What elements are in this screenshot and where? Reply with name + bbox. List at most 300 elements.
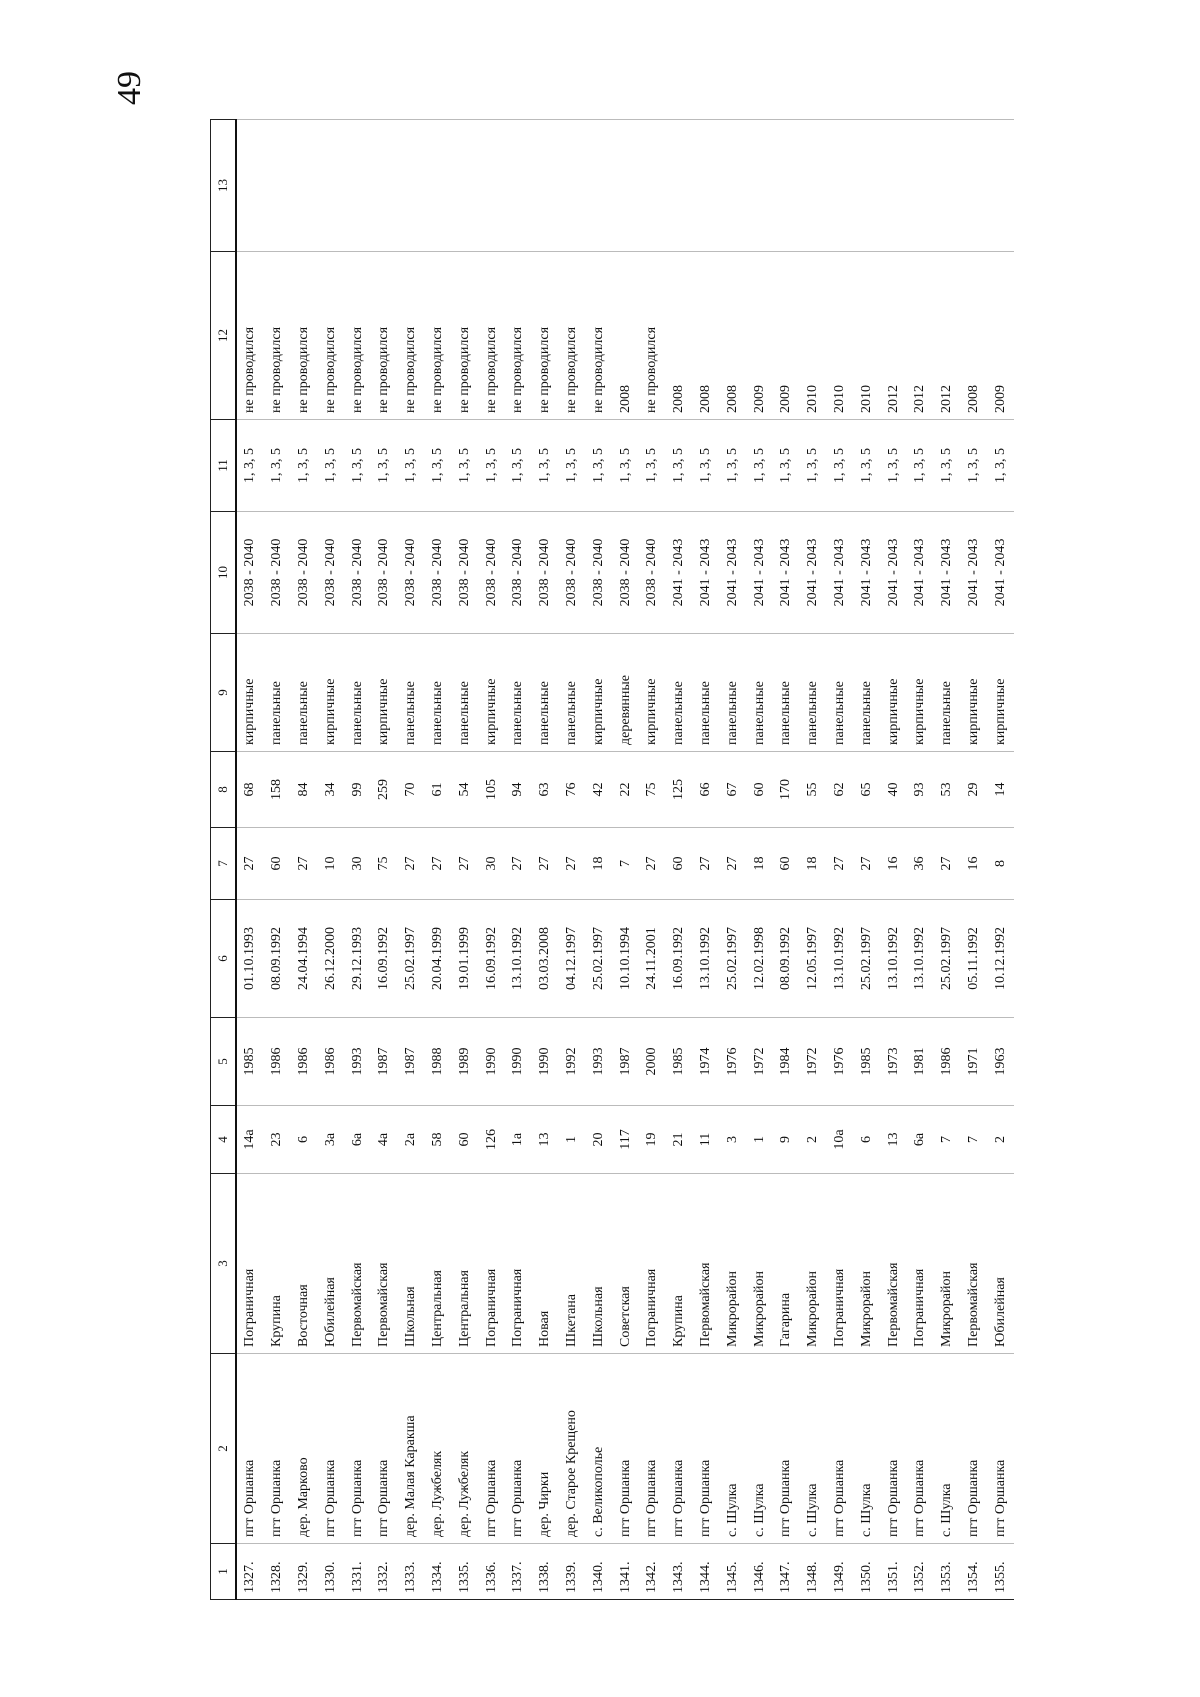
table-row (559, 120, 586, 1600)
year-cell: 1986 (264, 1018, 291, 1106)
period-cell: 2041 - 2043 (827, 512, 854, 634)
row-number: 1338. (532, 1544, 559, 1600)
street-cell: Пограничная (639, 1174, 666, 1354)
house-number-cell: 7 (961, 1106, 988, 1174)
period-cell: 2038 - 2040 (398, 512, 425, 634)
col-header: 5 (211, 1018, 237, 1106)
table-row (880, 120, 907, 1600)
code-cell: 1, 3, 5 (719, 420, 746, 512)
wall-material-cell: панельные (719, 634, 746, 752)
year-cell: 1973 (880, 1018, 907, 1106)
period-cell: 2041 - 2043 (773, 512, 800, 634)
year-cell: 1990 (478, 1018, 505, 1106)
year-cell: 1972 (746, 1018, 773, 1106)
street-cell: Шкетана (559, 1174, 586, 1354)
code-cell: 1, 3, 5 (585, 420, 612, 512)
value-cell: 16 (880, 828, 907, 900)
col13-cell (639, 120, 666, 252)
year-cell: 1984 (773, 1018, 800, 1106)
house-number-cell: 7 (934, 1106, 961, 1174)
settlement-cell: пгт Оршанка (344, 1354, 371, 1544)
last-repair-cell: 2008 (666, 252, 693, 420)
row-number: 1332. (371, 1544, 398, 1600)
period-cell: 2038 - 2040 (585, 512, 612, 634)
table-row (532, 120, 559, 1600)
code-cell: 1, 3, 5 (853, 420, 880, 512)
table-row (425, 120, 452, 1600)
year-cell: 1993 (585, 1018, 612, 1106)
period-cell: 2038 - 2040 (532, 512, 559, 634)
value-cell: 8 (987, 828, 1014, 900)
period-cell: 2038 - 2040 (236, 512, 264, 634)
value-cell: 65 (853, 752, 880, 828)
table-row (853, 120, 880, 1600)
date-cell: 08.09.1992 (264, 900, 291, 1018)
date-cell: 25.02.1997 (398, 900, 425, 1018)
table-row (505, 120, 532, 1600)
wall-material-cell: панельные (344, 634, 371, 752)
house-number-cell: 1а (505, 1106, 532, 1174)
value-cell: 61 (425, 752, 452, 828)
street-cell: Крупина (666, 1174, 693, 1354)
value-cell: 158 (264, 752, 291, 828)
settlement-cell: с. Великополье (585, 1354, 612, 1544)
street-cell: Микрорайон (719, 1174, 746, 1354)
house-number-cell: 10а (827, 1106, 854, 1174)
period-cell: 2041 - 2043 (907, 512, 934, 634)
street-cell: Советская (612, 1174, 639, 1354)
house-number-cell: 1 (559, 1106, 586, 1174)
house-number-cell: 13 (532, 1106, 559, 1174)
street-cell: Пограничная (505, 1174, 532, 1354)
row-number: 1336. (478, 1544, 505, 1600)
row-number: 1339. (559, 1544, 586, 1600)
value-cell: 60 (773, 828, 800, 900)
col13-cell (773, 120, 800, 252)
value-cell: 27 (639, 828, 666, 900)
last-repair-cell: 2010 (800, 252, 827, 420)
last-repair-cell: не проводился (451, 252, 478, 420)
last-repair-cell: 2008 (961, 252, 988, 420)
code-cell: 1, 3, 5 (478, 420, 505, 512)
house-number-cell: 6 (291, 1106, 318, 1174)
last-repair-cell: 2009 (773, 252, 800, 420)
street-cell: Центральная (451, 1174, 478, 1354)
last-repair-cell: не проводился (236, 252, 264, 420)
col-header: 9 (211, 634, 237, 752)
settlement-cell: дер. Старое Крещено (559, 1354, 586, 1544)
code-cell: 1, 3, 5 (451, 420, 478, 512)
wall-material-cell: кирпичные (317, 634, 344, 752)
value-cell: 54 (451, 752, 478, 828)
date-cell: 13.10.1992 (505, 900, 532, 1018)
period-cell: 2038 - 2040 (505, 512, 532, 634)
date-cell: 05.11.1992 (961, 900, 988, 1018)
settlement-cell: пгт Оршанка (961, 1354, 988, 1544)
year-cell: 1988 (425, 1018, 452, 1106)
street-cell: Первомайская (961, 1174, 988, 1354)
wall-material-cell: панельные (934, 634, 961, 752)
row-number: 1347. (773, 1544, 800, 1600)
wall-material-cell: кирпичные (907, 634, 934, 752)
settlement-cell: дер. Лужбеляк (425, 1354, 452, 1544)
date-cell: 19.01.1999 (451, 900, 478, 1018)
col13-cell (907, 120, 934, 252)
code-cell: 1, 3, 5 (371, 420, 398, 512)
value-cell: 27 (398, 828, 425, 900)
value-cell: 7 (612, 828, 639, 900)
year-cell: 1974 (693, 1018, 720, 1106)
last-repair-cell: 2008 (693, 252, 720, 420)
value-cell: 27 (291, 828, 318, 900)
last-repair-cell: не проводился (317, 252, 344, 420)
date-cell: 12.02.1998 (746, 900, 773, 1018)
last-repair-cell: 2009 (987, 252, 1014, 420)
house-number-cell: 2 (987, 1106, 1014, 1174)
wall-material-cell: панельные (773, 634, 800, 752)
period-cell: 2038 - 2040 (344, 512, 371, 634)
row-number: 1351. (880, 1544, 907, 1600)
wall-material-cell: панельные (451, 634, 478, 752)
wall-material-cell: панельные (505, 634, 532, 752)
col13-cell (746, 120, 773, 252)
wall-material-cell: панельные (425, 634, 452, 752)
settlement-cell: пгт Оршанка (987, 1354, 1014, 1544)
value-cell: 62 (827, 752, 854, 828)
street-cell: Школьная (398, 1174, 425, 1354)
value-cell: 27 (451, 828, 478, 900)
col13-cell (853, 120, 880, 252)
value-cell: 67 (719, 752, 746, 828)
wall-material-cell: панельные (800, 634, 827, 752)
table-row (612, 120, 639, 1600)
period-cell: 2041 - 2043 (746, 512, 773, 634)
last-repair-cell: не проводился (639, 252, 666, 420)
code-cell: 1, 3, 5 (773, 420, 800, 512)
column-number-header (211, 120, 237, 1600)
col13-cell (317, 120, 344, 252)
row-number: 1354. (961, 1544, 988, 1600)
value-cell: 68 (236, 752, 264, 828)
value-cell: 27 (827, 828, 854, 900)
settlement-cell: дер. Лужбеляк (451, 1354, 478, 1544)
house-number-cell: 3а (317, 1106, 344, 1174)
col13-cell (559, 120, 586, 252)
year-cell: 2000 (639, 1018, 666, 1106)
street-cell: Микрорайон (934, 1174, 961, 1354)
wall-material-cell: панельные (693, 634, 720, 752)
table-row (264, 120, 291, 1600)
date-cell: 13.10.1992 (880, 900, 907, 1018)
street-cell: Первомайская (371, 1174, 398, 1354)
last-repair-cell: не проводился (585, 252, 612, 420)
street-cell: Школьная (585, 1174, 612, 1354)
settlement-cell: пгт Оршанка (612, 1354, 639, 1544)
code-cell: 1, 3, 5 (317, 420, 344, 512)
date-cell: 16.09.1992 (371, 900, 398, 1018)
table-row (719, 120, 746, 1600)
table-row (398, 120, 425, 1600)
date-cell: 24.11.2001 (639, 900, 666, 1018)
table-row (693, 120, 720, 1600)
house-number-cell: 6 (853, 1106, 880, 1174)
value-cell: 76 (559, 752, 586, 828)
period-cell: 2041 - 2043 (693, 512, 720, 634)
year-cell: 1990 (532, 1018, 559, 1106)
street-cell: Пограничная (478, 1174, 505, 1354)
value-cell: 27 (719, 828, 746, 900)
col13-cell (693, 120, 720, 252)
house-number-cell: 9 (773, 1106, 800, 1174)
col13-cell (585, 120, 612, 252)
house-number-cell: 1 (746, 1106, 773, 1174)
code-cell: 1, 3, 5 (398, 420, 425, 512)
period-cell: 2041 - 2043 (800, 512, 827, 634)
year-cell: 1971 (961, 1018, 988, 1106)
row-number: 1333. (398, 1544, 425, 1600)
last-repair-cell: не проводился (344, 252, 371, 420)
year-cell: 1993 (344, 1018, 371, 1106)
value-cell: 42 (585, 752, 612, 828)
wall-material-cell: кирпичные (880, 634, 907, 752)
date-cell: 04.12.1997 (559, 900, 586, 1018)
code-cell: 1, 3, 5 (934, 420, 961, 512)
period-cell: 2041 - 2043 (961, 512, 988, 634)
year-cell: 1985 (236, 1018, 264, 1106)
col13-cell (398, 120, 425, 252)
house-number-cell: 58 (425, 1106, 452, 1174)
last-repair-cell: не проводился (425, 252, 452, 420)
wall-material-cell: панельные (853, 634, 880, 752)
house-number-cell: 6а (344, 1106, 371, 1174)
value-cell: 75 (639, 752, 666, 828)
value-cell: 18 (800, 828, 827, 900)
date-cell: 26.12.2000 (317, 900, 344, 1018)
period-cell: 2038 - 2040 (559, 512, 586, 634)
date-cell: 16.09.1992 (478, 900, 505, 1018)
col-header: 2 (211, 1354, 237, 1544)
year-cell: 1986 (291, 1018, 318, 1106)
period-cell: 2041 - 2043 (880, 512, 907, 634)
value-cell: 53 (934, 752, 961, 828)
col13-cell (987, 120, 1014, 252)
street-cell: Пограничная (236, 1174, 264, 1354)
year-cell: 1976 (719, 1018, 746, 1106)
register-table (210, 119, 1014, 1600)
settlement-cell: с. Шулка (853, 1354, 880, 1544)
house-number-cell: 20 (585, 1106, 612, 1174)
table-row (317, 120, 344, 1600)
year-cell: 1989 (451, 1018, 478, 1106)
col13-cell (880, 120, 907, 252)
row-number: 1342. (639, 1544, 666, 1600)
col-header: 7 (211, 828, 237, 900)
col-header: 1 (211, 1544, 237, 1600)
col13-cell (532, 120, 559, 252)
value-cell: 60 (746, 752, 773, 828)
wall-material-cell: кирпичные (236, 634, 264, 752)
year-cell: 1992 (559, 1018, 586, 1106)
code-cell: 1, 3, 5 (907, 420, 934, 512)
wall-material-cell: панельные (666, 634, 693, 752)
settlement-cell: с. Шулка (746, 1354, 773, 1544)
street-cell: Центральная (425, 1174, 452, 1354)
table-row (907, 120, 934, 1600)
code-cell: 1, 3, 5 (746, 420, 773, 512)
settlement-cell: пгт Оршанка (478, 1354, 505, 1544)
wall-material-cell: кирпичные (371, 634, 398, 752)
street-cell: Новая (532, 1174, 559, 1354)
code-cell: 1, 3, 5 (639, 420, 666, 512)
settlement-cell: дер. Малая Каракша (398, 1354, 425, 1544)
wall-material-cell: панельные (264, 634, 291, 752)
year-cell: 1985 (666, 1018, 693, 1106)
wall-material-cell: кирпичные (585, 634, 612, 752)
value-cell: 27 (236, 828, 264, 900)
value-cell: 22 (612, 752, 639, 828)
street-cell: Юбилейная (317, 1174, 344, 1354)
code-cell: 1, 3, 5 (559, 420, 586, 512)
code-cell: 1, 3, 5 (505, 420, 532, 512)
row-number: 1355. (987, 1544, 1014, 1600)
date-cell: 10.12.1992 (987, 900, 1014, 1018)
wall-material-cell: панельные (532, 634, 559, 752)
settlement-cell: пгт Оршанка (666, 1354, 693, 1544)
date-cell: 13.10.1992 (907, 900, 934, 1018)
col-header: 12 (211, 252, 237, 420)
street-cell: Первомайская (344, 1174, 371, 1354)
year-cell: 1963 (987, 1018, 1014, 1106)
wall-material-cell: панельные (291, 634, 318, 752)
col-header: 6 (211, 900, 237, 1018)
year-cell: 1972 (800, 1018, 827, 1106)
period-cell: 2041 - 2043 (666, 512, 693, 634)
street-cell: Пограничная (907, 1174, 934, 1354)
code-cell: 1, 3, 5 (532, 420, 559, 512)
street-cell: Пограничная (827, 1174, 854, 1354)
settlement-cell: пгт Оршанка (264, 1354, 291, 1544)
wall-material-cell: кирпичные (987, 634, 1014, 752)
col-header: 8 (211, 752, 237, 828)
settlement-cell: с. Шулка (719, 1354, 746, 1544)
wall-material-cell: панельные (398, 634, 425, 752)
col13-cell (291, 120, 318, 252)
date-cell: 12.05.1997 (800, 900, 827, 1018)
date-cell: 13.10.1992 (693, 900, 720, 1018)
date-cell: 16.09.1992 (666, 900, 693, 1018)
last-repair-cell: не проводился (559, 252, 586, 420)
settlement-cell: пгт Оршанка (880, 1354, 907, 1544)
table-row (987, 120, 1014, 1600)
date-cell: 25.02.1997 (585, 900, 612, 1018)
period-cell: 2038 - 2040 (451, 512, 478, 634)
street-cell: Микрорайон (746, 1174, 773, 1354)
table-row (451, 120, 478, 1600)
value-cell: 16 (961, 828, 988, 900)
value-cell: 27 (532, 828, 559, 900)
house-number-cell: 11 (693, 1106, 720, 1174)
table-row (961, 120, 988, 1600)
year-cell: 1976 (827, 1018, 854, 1106)
row-number: 1334. (425, 1544, 452, 1600)
wall-material-cell: панельные (827, 634, 854, 752)
house-number-cell: 117 (612, 1106, 639, 1174)
table-row (236, 120, 264, 1600)
row-number: 1348. (800, 1544, 827, 1600)
period-cell: 2038 - 2040 (639, 512, 666, 634)
date-cell: 13.10.1992 (827, 900, 854, 1018)
col13-cell (800, 120, 827, 252)
col13-cell (612, 120, 639, 252)
col13-cell (934, 120, 961, 252)
period-cell: 2041 - 2043 (853, 512, 880, 634)
value-cell: 30 (478, 828, 505, 900)
last-repair-cell: 2010 (853, 252, 880, 420)
street-cell: Микрорайон (800, 1174, 827, 1354)
year-cell: 1987 (612, 1018, 639, 1106)
value-cell: 27 (693, 828, 720, 900)
row-number: 1349. (827, 1544, 854, 1600)
settlement-cell: пгт Оршанка (773, 1354, 800, 1544)
street-cell: Восточная (291, 1174, 318, 1354)
settlement-cell: пгт Оршанка (639, 1354, 666, 1544)
last-repair-cell: не проводился (532, 252, 559, 420)
settlement-cell: дер. Марково (291, 1354, 318, 1544)
row-number: 1344. (693, 1544, 720, 1600)
period-cell: 2038 - 2040 (425, 512, 452, 634)
col13-cell (827, 120, 854, 252)
value-cell: 27 (559, 828, 586, 900)
value-cell: 105 (478, 752, 505, 828)
value-cell: 34 (317, 752, 344, 828)
settlement-cell: с. Шулка (800, 1354, 827, 1544)
table-row (800, 120, 827, 1600)
value-cell: 94 (505, 752, 532, 828)
year-cell: 1987 (371, 1018, 398, 1106)
value-cell: 27 (505, 828, 532, 900)
code-cell: 1, 3, 5 (344, 420, 371, 512)
settlement-cell: дер. Чирки (532, 1354, 559, 1544)
wall-material-cell: кирпичные (961, 634, 988, 752)
code-cell: 1, 3, 5 (987, 420, 1014, 512)
table-row (827, 120, 854, 1600)
house-number-cell: 2а (398, 1106, 425, 1174)
table-row (478, 120, 505, 1600)
period-cell: 2041 - 2043 (934, 512, 961, 634)
last-repair-cell: не проводился (398, 252, 425, 420)
col13-cell (425, 120, 452, 252)
house-number-cell: 2 (800, 1106, 827, 1174)
value-cell: 27 (425, 828, 452, 900)
period-cell: 2038 - 2040 (264, 512, 291, 634)
date-cell: 25.02.1997 (719, 900, 746, 1018)
code-cell: 1, 3, 5 (827, 420, 854, 512)
table-row (585, 120, 612, 1600)
value-cell: 93 (907, 752, 934, 828)
date-cell: 03.03.2008 (532, 900, 559, 1018)
col-header: 3 (211, 1174, 237, 1354)
code-cell: 1, 3, 5 (291, 420, 318, 512)
col13-cell (478, 120, 505, 252)
row-number: 1337. (505, 1544, 532, 1600)
row-number: 1346. (746, 1544, 773, 1600)
wall-material-cell: деревянные (612, 634, 639, 752)
date-cell: 25.02.1997 (853, 900, 880, 1018)
settlement-cell: с. Шулка (934, 1354, 961, 1544)
value-cell: 70 (398, 752, 425, 828)
row-number: 1331. (344, 1544, 371, 1600)
settlement-cell: пгт Оршанка (693, 1354, 720, 1544)
